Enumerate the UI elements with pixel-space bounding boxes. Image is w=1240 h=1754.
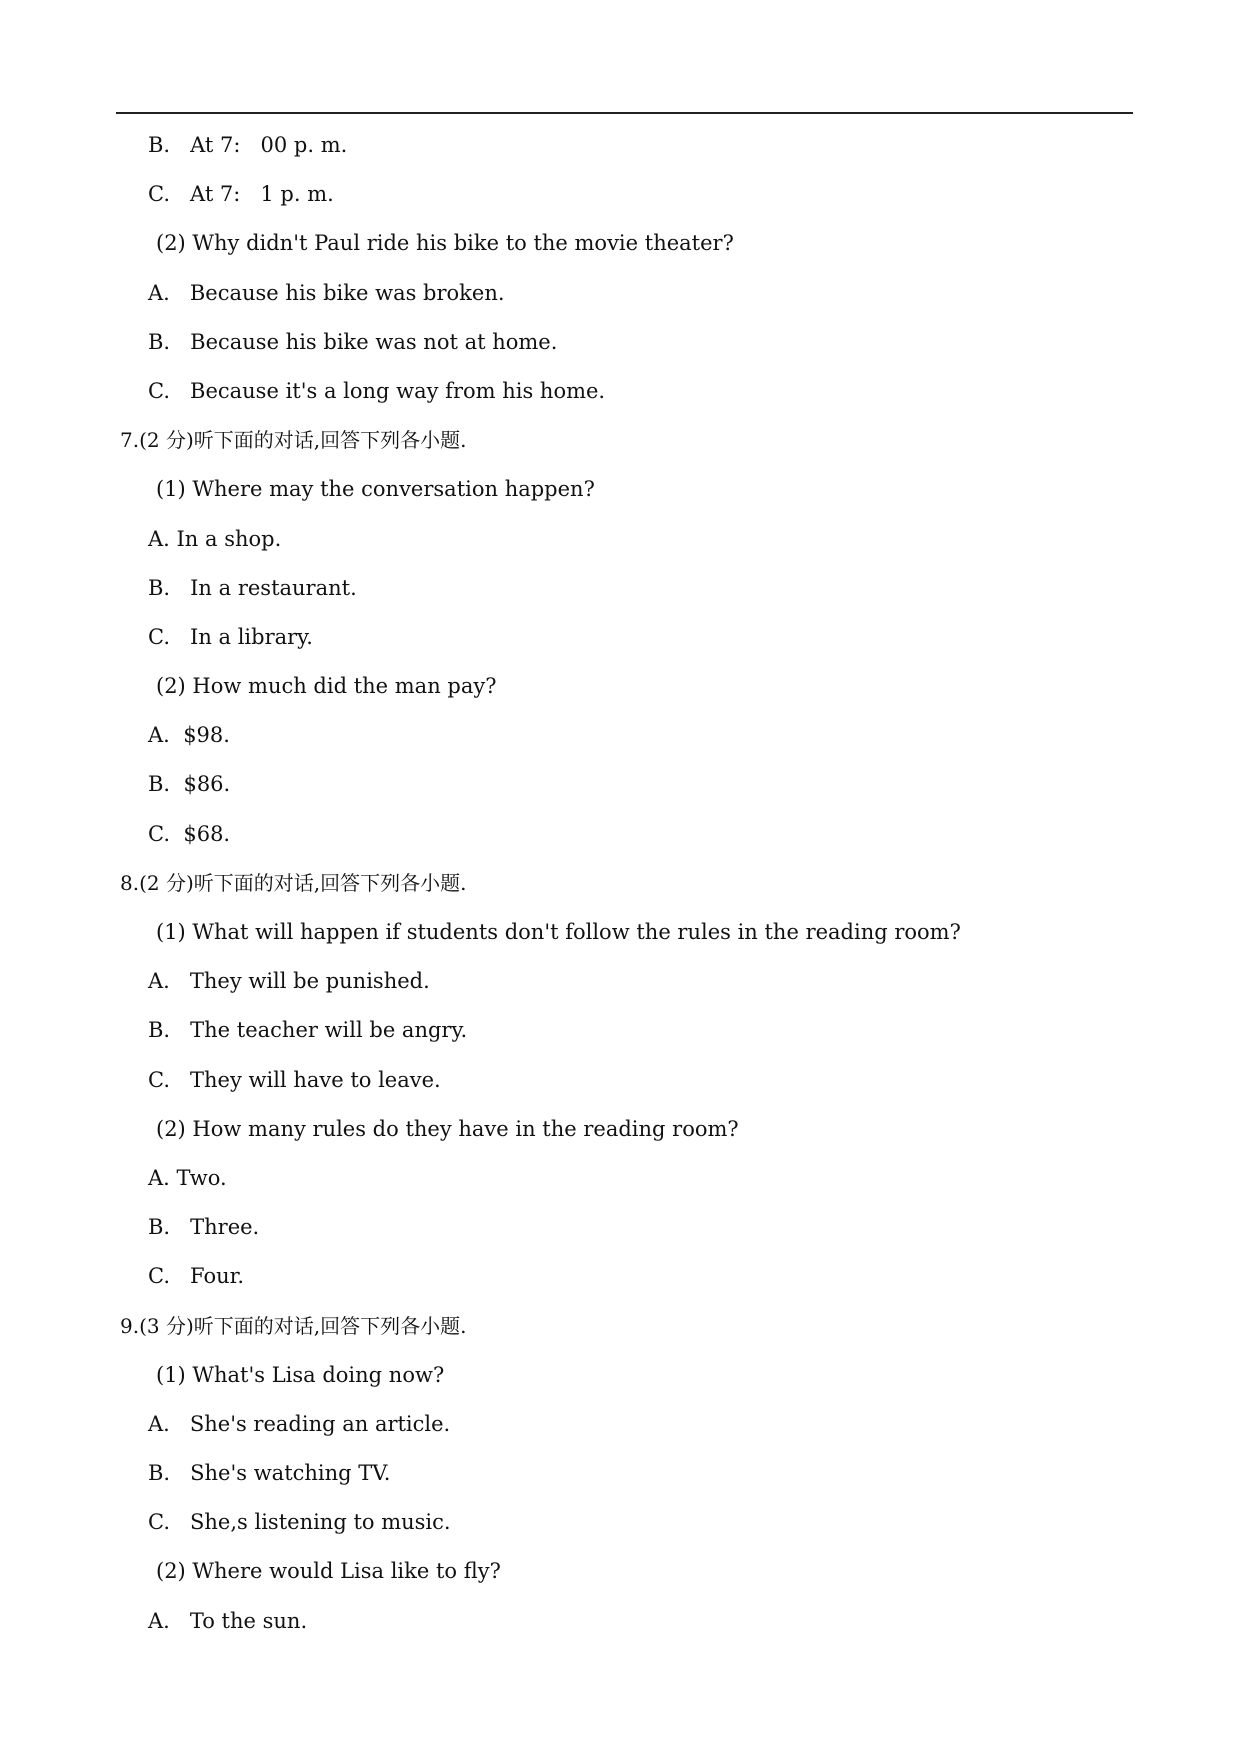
sub-question: (2) Where would Lisa like to fly? bbox=[156, 1559, 501, 1584]
sub-question: (2) How much did the man pay? bbox=[156, 674, 497, 699]
option-line: C. At 7: 1 p. m. bbox=[148, 182, 334, 207]
option-line: A. In a shop. bbox=[148, 526, 282, 551]
option-line: A. They will be punished. bbox=[148, 969, 430, 994]
option-line: A. To the sun. bbox=[148, 1608, 308, 1633]
option-line: A. She's reading an article. bbox=[148, 1411, 451, 1436]
header-rule bbox=[116, 112, 1133, 114]
option-line: B. She's watching TV. bbox=[148, 1461, 391, 1486]
option-line: A. $98. bbox=[148, 723, 230, 748]
document-body bbox=[0, 125, 1240, 1650]
sub-question: (1) Where may the conversation happen? bbox=[156, 477, 595, 502]
question-heading: 7.(2 分)听下面的对话,回答下列各小题. bbox=[120, 428, 467, 453]
option-line: C. In a library. bbox=[148, 624, 313, 649]
sub-question: (2) Why didn't Paul ride his bike to the movie theater? bbox=[156, 231, 734, 256]
option-line: C. Because it's a long way from his home. bbox=[148, 378, 606, 403]
option-line: B. In a restaurant. bbox=[148, 575, 357, 600]
sub-question: (2) How many rules do they have in the reading room? bbox=[156, 1116, 739, 1141]
option-line: C. $68. bbox=[148, 821, 231, 846]
question-heading: 8.(2 分)听下面的对话,回答下列各小题. bbox=[120, 870, 467, 895]
option-line: A. Two. bbox=[148, 1165, 227, 1190]
option-line: B. $86. bbox=[148, 772, 231, 797]
option-line: B. The teacher will be angry. bbox=[148, 1018, 468, 1043]
option-line: B. At 7: 00 p. m. bbox=[148, 133, 348, 157]
option-line: B. Three. bbox=[148, 1215, 260, 1240]
question-heading: 9.(3 分)听下面的对话,回答下列各小题. bbox=[120, 1313, 467, 1338]
sub-question: (1) What will happen if students don't follow the rules in the reading room? bbox=[156, 920, 961, 944]
option-line: B. Because his bike was not at home. bbox=[148, 329, 558, 354]
option-line: C. They will have to leave. bbox=[148, 1067, 441, 1092]
option-line: C. Four. bbox=[148, 1264, 245, 1289]
sub-question: (1) What's Lisa doing now? bbox=[156, 1362, 445, 1387]
option-line: C. She,s listening to music. bbox=[148, 1510, 451, 1535]
option-line: A. Because his bike was broken. bbox=[148, 280, 505, 305]
